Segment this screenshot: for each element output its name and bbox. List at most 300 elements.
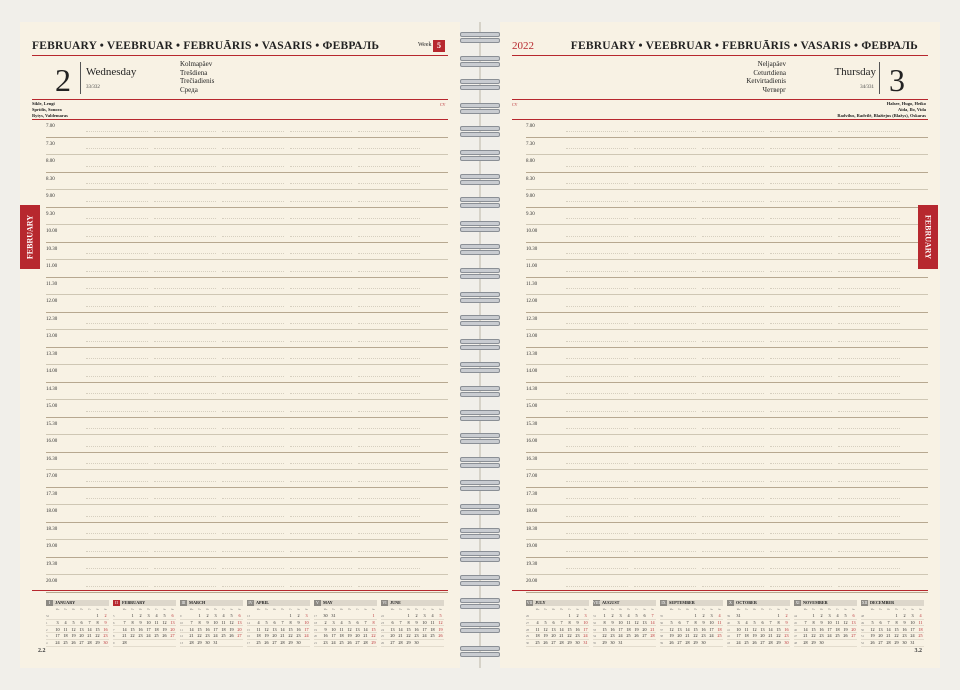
mini-day[interactable]: 22 xyxy=(811,633,816,639)
mini-day[interactable]: 25 xyxy=(256,640,261,646)
mini-day[interactable]: 21 xyxy=(559,633,564,639)
mini-day[interactable]: 20 xyxy=(272,633,277,639)
mini-day[interactable]: 11 xyxy=(535,626,540,632)
mini-day[interactable]: 2 xyxy=(903,613,906,618)
time-slot[interactable] xyxy=(526,400,928,418)
mini-day[interactable]: 1 xyxy=(96,613,99,618)
mini-day[interactable]: 5 xyxy=(265,619,268,625)
mini-day[interactable]: 30 xyxy=(205,640,210,646)
time-slot[interactable] xyxy=(46,278,448,296)
mini-day[interactable]: 11 xyxy=(430,619,435,625)
mini-day[interactable]: 9 xyxy=(139,619,142,625)
mini-day[interactable]: 23 xyxy=(610,633,615,639)
mini-day[interactable]: 3 xyxy=(710,613,713,618)
mini-day[interactable]: 10 xyxy=(146,619,151,625)
time-slot[interactable] xyxy=(46,505,448,523)
time-slot[interactable] xyxy=(46,435,448,453)
mini-day[interactable]: 13 xyxy=(170,619,175,625)
mini-day[interactable]: 1 xyxy=(694,613,697,618)
time-slot[interactable] xyxy=(46,470,448,488)
mini-day[interactable]: 12 xyxy=(438,619,443,625)
mini-day[interactable]: 14 xyxy=(189,626,194,632)
mini-day[interactable]: 22 xyxy=(894,633,899,639)
mini-day[interactable]: 30 xyxy=(784,640,789,646)
mini-day[interactable]: 5 xyxy=(230,613,233,618)
mini-day[interactable]: 16 xyxy=(819,626,824,632)
mini-day[interactable]: 25 xyxy=(430,633,435,639)
mini-day[interactable]: 25 xyxy=(63,640,68,646)
mini-day[interactable]: 22 xyxy=(130,633,135,639)
mini-day[interactable]: 2 xyxy=(324,619,327,625)
mini-day[interactable]: 31 xyxy=(213,640,218,646)
mini-day[interactable]: 21 xyxy=(886,633,891,639)
mini-day[interactable]: 7 xyxy=(364,619,367,625)
time-slot[interactable] xyxy=(526,505,928,523)
mini-day[interactable]: 24 xyxy=(213,633,218,639)
mini-day[interactable]: 13 xyxy=(878,626,883,632)
mini-day[interactable]: 26 xyxy=(347,640,352,646)
time-slot[interactable] xyxy=(46,418,448,436)
mini-day[interactable]: 14 xyxy=(685,626,690,632)
time-slot[interactable] xyxy=(526,295,928,313)
mini-day[interactable]: 16 xyxy=(414,626,419,632)
mini-day[interactable]: 4 xyxy=(919,613,922,618)
mini-day[interactable]: 8 xyxy=(407,619,410,625)
mini-day[interactable]: 16 xyxy=(610,626,615,632)
mini-day[interactable]: 8 xyxy=(131,619,134,625)
mini-day[interactable]: 17 xyxy=(583,626,588,632)
mini-day[interactable]: 24 xyxy=(583,633,588,639)
mini-day[interactable]: 6 xyxy=(879,619,882,625)
mini-day[interactable]: 18 xyxy=(717,626,722,632)
mini-day[interactable]: 2 xyxy=(702,613,705,618)
mini-day[interactable]: 13 xyxy=(390,626,395,632)
mini-day[interactable]: 16 xyxy=(103,626,108,632)
time-slot[interactable] xyxy=(46,120,448,138)
mini-day[interactable]: 9 xyxy=(206,619,209,625)
mini-day[interactable]: 18 xyxy=(63,633,68,639)
mini-day[interactable]: 7 xyxy=(123,619,126,625)
mini-day[interactable]: 25 xyxy=(835,633,840,639)
mini-day[interactable]: 26 xyxy=(229,633,234,639)
mini-day[interactable]: 13 xyxy=(79,626,84,632)
mini-day[interactable]: 20 xyxy=(642,626,647,632)
time-slot[interactable] xyxy=(46,190,448,208)
mini-day[interactable]: 23 xyxy=(205,633,210,639)
mini-day[interactable]: 8 xyxy=(895,619,898,625)
time-slot[interactable] xyxy=(526,365,928,383)
mini-day[interactable]: 3 xyxy=(56,619,59,625)
time-slot[interactable] xyxy=(46,295,448,313)
mini-day[interactable]: 13 xyxy=(272,626,277,632)
time-slot[interactable] xyxy=(46,348,448,366)
mini-day[interactable]: 26 xyxy=(669,640,674,646)
mini-day[interactable]: 17 xyxy=(213,626,218,632)
mini-day[interactable]: 7 xyxy=(281,619,284,625)
mini-day[interactable]: 18 xyxy=(256,633,261,639)
mini-day[interactable]: 6 xyxy=(761,619,764,625)
mini-day[interactable]: 15 xyxy=(894,626,899,632)
time-slot[interactable] xyxy=(46,225,448,243)
time-slot[interactable] xyxy=(526,120,928,138)
mini-day[interactable]: 14 xyxy=(803,626,808,632)
mini-day[interactable]: 26 xyxy=(752,640,757,646)
mini-day[interactable]: 5 xyxy=(544,619,547,625)
mini-day[interactable]: 30 xyxy=(323,613,328,618)
mini-day[interactable]: 7 xyxy=(887,619,890,625)
mini-day[interactable]: 9 xyxy=(297,619,300,625)
mini-day[interactable]: 19 xyxy=(347,633,352,639)
mini-day[interactable]: 17 xyxy=(146,626,151,632)
mini-day[interactable]: 24 xyxy=(304,633,309,639)
mini-day[interactable]: 28 xyxy=(122,640,127,646)
mini-day[interactable]: 17 xyxy=(910,626,915,632)
time-slot[interactable] xyxy=(526,138,928,156)
mini-day[interactable]: 14 xyxy=(886,626,891,632)
mini-day[interactable]: 11 xyxy=(339,626,344,632)
mini-day[interactable]: 20 xyxy=(878,633,883,639)
mini-day[interactable]: 26 xyxy=(438,633,443,639)
mini-day[interactable]: 5 xyxy=(72,619,75,625)
mini-day[interactable]: 22 xyxy=(567,633,572,639)
mini-day[interactable]: 10 xyxy=(422,619,427,625)
mini-day[interactable]: 20 xyxy=(851,626,856,632)
mini-day[interactable]: 1 xyxy=(372,613,375,618)
mini-day[interactable]: 7 xyxy=(88,619,91,625)
mini-day[interactable]: 14 xyxy=(122,626,127,632)
mini-day[interactable]: 7 xyxy=(686,619,689,625)
time-slot[interactable] xyxy=(526,418,928,436)
mini-day[interactable]: 27 xyxy=(170,633,175,639)
mini-day[interactable]: 15 xyxy=(130,626,135,632)
mini-day[interactable]: 3 xyxy=(332,619,335,625)
mini-day[interactable]: 10 xyxy=(709,619,714,625)
mini-day[interactable]: 14 xyxy=(398,626,403,632)
mini-day[interactable]: 21 xyxy=(803,633,808,639)
mini-day[interactable]: 28 xyxy=(768,640,773,646)
mini-day[interactable]: 29 xyxy=(693,640,698,646)
mini-day[interactable]: 20 xyxy=(390,633,395,639)
mini-day[interactable]: 15 xyxy=(602,626,607,632)
time-slot[interactable] xyxy=(46,488,448,506)
mini-day[interactable]: 12 xyxy=(71,626,76,632)
mini-day[interactable]: 23 xyxy=(323,640,328,646)
time-slot[interactable] xyxy=(46,138,448,156)
mini-day[interactable]: 9 xyxy=(785,619,788,625)
mini-day[interactable]: 1 xyxy=(603,613,606,618)
mini-day[interactable]: 2 xyxy=(139,613,142,618)
mini-day[interactable]: 31 xyxy=(331,613,336,618)
mini-day[interactable]: 9 xyxy=(576,619,579,625)
mini-day[interactable]: 28 xyxy=(803,640,808,646)
mini-day[interactable]: 5 xyxy=(163,613,166,618)
mini-day[interactable]: 8 xyxy=(372,619,375,625)
mini-day[interactable]: 26 xyxy=(543,640,548,646)
mini-day[interactable]: 25 xyxy=(154,633,159,639)
mini-day[interactable]: 4 xyxy=(340,619,343,625)
mini-day[interactable]: 4 xyxy=(836,613,839,618)
mini-day[interactable]: 28 xyxy=(189,640,194,646)
mini-day[interactable]: 23 xyxy=(902,633,907,639)
mini-day[interactable]: 21 xyxy=(280,633,285,639)
mini-day[interactable]: 20 xyxy=(551,633,556,639)
mini-day[interactable]: 6 xyxy=(852,613,855,618)
time-slot[interactable] xyxy=(526,330,928,348)
mini-day[interactable]: 24 xyxy=(827,633,832,639)
mini-day[interactable]: 22 xyxy=(776,633,781,639)
mini-day[interactable]: 26 xyxy=(634,633,639,639)
mini-day[interactable]: 7 xyxy=(769,619,772,625)
mini-day[interactable]: 25 xyxy=(918,633,923,639)
mini-day[interactable]: 9 xyxy=(104,619,107,625)
time-slot[interactable] xyxy=(46,155,448,173)
mini-day[interactable]: 20 xyxy=(355,633,360,639)
mini-day[interactable]: 17 xyxy=(55,633,60,639)
mini-day[interactable]: 11 xyxy=(256,626,261,632)
mini-day[interactable]: 11 xyxy=(835,619,840,625)
mini-day[interactable]: 10 xyxy=(304,619,309,625)
mini-day[interactable]: 11 xyxy=(717,619,722,625)
mini-day[interactable]: 10 xyxy=(55,626,60,632)
mini-day[interactable]: 19 xyxy=(229,626,234,632)
mini-day[interactable]: 23 xyxy=(296,633,301,639)
time-slot[interactable] xyxy=(526,383,928,401)
mini-day[interactable]: 20 xyxy=(760,633,765,639)
mini-day[interactable]: 30 xyxy=(575,640,580,646)
mini-day[interactable]: 17 xyxy=(827,626,832,632)
mini-day[interactable]: 22 xyxy=(95,633,100,639)
mini-day[interactable]: 26 xyxy=(870,640,875,646)
mini-day[interactable]: 21 xyxy=(122,633,127,639)
mini-day[interactable]: 15 xyxy=(406,626,411,632)
mini-day[interactable]: 29 xyxy=(602,640,607,646)
mini-day[interactable]: 19 xyxy=(843,626,848,632)
month-tab-february[interactable]: FEBRUARY xyxy=(918,205,938,269)
mini-day[interactable]: 3 xyxy=(619,613,622,618)
mini-day[interactable]: 15 xyxy=(197,626,202,632)
mini-day[interactable]: 14 xyxy=(650,619,655,625)
mini-day[interactable]: 5 xyxy=(871,619,874,625)
mini-day[interactable]: 22 xyxy=(288,633,293,639)
mini-day[interactable]: 16 xyxy=(701,626,706,632)
mini-day[interactable]: 31 xyxy=(910,640,915,646)
mini-day[interactable]: 1 xyxy=(407,613,410,618)
mini-day[interactable]: 11 xyxy=(626,619,631,625)
month-tab-february[interactable]: FEBRUARY xyxy=(20,205,40,269)
mini-day[interactable]: 21 xyxy=(189,633,194,639)
mini-day[interactable]: 19 xyxy=(752,633,757,639)
mini-day[interactable]: 26 xyxy=(264,640,269,646)
mini-day[interactable]: 9 xyxy=(820,619,823,625)
mini-day[interactable]: 17 xyxy=(331,633,336,639)
mini-day[interactable]: 27 xyxy=(878,640,883,646)
mini-day[interactable]: 18 xyxy=(918,626,923,632)
mini-day[interactable]: 7 xyxy=(804,619,807,625)
mini-day[interactable]: 30 xyxy=(819,640,824,646)
mini-day[interactable]: 29 xyxy=(288,640,293,646)
mini-day[interactable]: 15 xyxy=(371,626,376,632)
mini-day[interactable]: 17 xyxy=(709,626,714,632)
mini-day[interactable]: 20 xyxy=(170,626,175,632)
mini-day[interactable]: 19 xyxy=(634,626,639,632)
mini-day[interactable]: 8 xyxy=(694,619,697,625)
mini-day[interactable]: 23 xyxy=(575,633,580,639)
mini-day[interactable]: 1 xyxy=(198,613,201,618)
time-slot[interactable] xyxy=(46,383,448,401)
mini-day[interactable]: 13 xyxy=(355,626,360,632)
mini-day[interactable]: 30 xyxy=(902,640,907,646)
mini-day[interactable]: 13 xyxy=(760,626,765,632)
mini-day[interactable]: 17 xyxy=(304,626,309,632)
mini-day[interactable]: 25 xyxy=(744,640,749,646)
mini-day[interactable]: 28 xyxy=(87,640,92,646)
mini-day[interactable]: 24 xyxy=(331,640,336,646)
mini-day[interactable]: 20 xyxy=(677,633,682,639)
mini-day[interactable]: 4 xyxy=(155,613,158,618)
mini-day[interactable]: 2 xyxy=(820,613,823,618)
mini-day[interactable]: 29 xyxy=(894,640,899,646)
mini-day[interactable]: 1 xyxy=(568,613,571,618)
mini-day[interactable]: 8 xyxy=(603,619,606,625)
mini-day[interactable]: 1 xyxy=(289,613,292,618)
mini-day[interactable]: 10 xyxy=(736,626,741,632)
mini-day[interactable]: 3 xyxy=(737,619,740,625)
mini-day[interactable]: 15 xyxy=(776,626,781,632)
mini-day[interactable]: 19 xyxy=(669,633,674,639)
mini-day[interactable]: 14 xyxy=(280,626,285,632)
mini-day[interactable]: 13 xyxy=(677,626,682,632)
mini-day[interactable]: 12 xyxy=(264,626,269,632)
mini-day[interactable]: 5 xyxy=(348,619,351,625)
mini-day[interactable]: 4 xyxy=(257,619,260,625)
mini-day[interactable]: 10 xyxy=(827,619,832,625)
mini-day[interactable]: 6 xyxy=(171,613,174,618)
mini-day[interactable]: 22 xyxy=(371,633,376,639)
mini-day[interactable]: 6 xyxy=(643,613,646,618)
mini-day[interactable]: 23 xyxy=(819,633,824,639)
time-slot[interactable] xyxy=(526,453,928,471)
mini-day[interactable]: 29 xyxy=(95,640,100,646)
mini-day[interactable]: 7 xyxy=(399,619,402,625)
mini-day[interactable]: 12 xyxy=(162,619,167,625)
mini-day[interactable]: 15 xyxy=(693,626,698,632)
mini-day[interactable]: 10 xyxy=(583,619,588,625)
mini-day[interactable]: 12 xyxy=(870,626,875,632)
mini-day[interactable]: 2 xyxy=(415,613,418,618)
time-slot[interactable] xyxy=(46,558,448,576)
mini-day[interactable]: 8 xyxy=(777,619,780,625)
mini-day[interactable]: 24 xyxy=(709,633,714,639)
mini-day[interactable]: 24 xyxy=(736,640,741,646)
mini-day[interactable]: 12 xyxy=(669,626,674,632)
mini-day[interactable]: 15 xyxy=(811,626,816,632)
mini-day[interactable]: 14 xyxy=(363,626,368,632)
mini-day[interactable]: 19 xyxy=(264,633,269,639)
mini-day[interactable]: 10 xyxy=(213,619,218,625)
mini-day[interactable]: 4 xyxy=(536,619,539,625)
mini-day[interactable]: 20 xyxy=(237,626,242,632)
mini-day[interactable]: 5 xyxy=(753,619,756,625)
mini-day[interactable]: 22 xyxy=(602,633,607,639)
mini-day[interactable]: 7 xyxy=(560,619,563,625)
mini-day[interactable]: 22 xyxy=(406,633,411,639)
time-slot[interactable] xyxy=(526,243,928,261)
mini-day[interactable]: 4 xyxy=(627,613,630,618)
mini-day[interactable]: 30 xyxy=(610,640,615,646)
mini-day[interactable]: 21 xyxy=(363,633,368,639)
mini-day[interactable]: 14 xyxy=(768,626,773,632)
mini-day[interactable]: 21 xyxy=(87,633,92,639)
mini-day[interactable]: 21 xyxy=(768,633,773,639)
mini-day[interactable]: 28 xyxy=(363,640,368,646)
mini-day[interactable]: 18 xyxy=(835,626,840,632)
mini-day[interactable]: 11 xyxy=(154,619,159,625)
time-slot[interactable] xyxy=(526,488,928,506)
mini-day[interactable]: 19 xyxy=(162,626,167,632)
mini-day[interactable]: 1 xyxy=(131,613,134,618)
mini-day[interactable]: 2 xyxy=(576,613,579,618)
mini-day[interactable]: 26 xyxy=(71,640,76,646)
mini-day[interactable]: 9 xyxy=(611,619,614,625)
mini-day[interactable]: 27 xyxy=(272,640,277,646)
mini-day[interactable]: 19 xyxy=(543,633,548,639)
mini-day[interactable]: 12 xyxy=(543,626,548,632)
time-slot[interactable] xyxy=(46,365,448,383)
mini-day[interactable]: 18 xyxy=(430,626,435,632)
mini-day[interactable]: 17 xyxy=(618,626,623,632)
mini-day[interactable]: 28 xyxy=(650,633,655,639)
time-slot[interactable] xyxy=(526,208,928,226)
time-slot[interactable] xyxy=(46,330,448,348)
time-slot[interactable] xyxy=(526,278,928,296)
mini-day[interactable]: 27 xyxy=(355,640,360,646)
mini-day[interactable]: 12 xyxy=(843,619,848,625)
mini-day[interactable]: 29 xyxy=(371,640,376,646)
mini-day[interactable]: 5 xyxy=(635,613,638,618)
mini-day[interactable]: 9 xyxy=(702,619,705,625)
mini-day[interactable]: 2 xyxy=(611,613,614,618)
mini-day[interactable]: 13 xyxy=(551,626,556,632)
mini-day[interactable]: 29 xyxy=(811,640,816,646)
time-slot[interactable] xyxy=(526,173,928,191)
mini-day[interactable]: 14 xyxy=(559,626,564,632)
mini-day[interactable]: 30 xyxy=(296,640,301,646)
mini-day[interactable]: 31 xyxy=(736,613,741,618)
mini-day[interactable]: 25 xyxy=(535,640,540,646)
mini-day[interactable]: 24 xyxy=(618,633,623,639)
mini-day[interactable]: 23 xyxy=(701,633,706,639)
mini-day[interactable]: 20 xyxy=(79,633,84,639)
mini-day[interactable]: 18 xyxy=(626,626,631,632)
mini-day[interactable]: 4 xyxy=(718,613,721,618)
mini-day[interactable]: 7 xyxy=(190,619,193,625)
mini-day[interactable]: 1 xyxy=(812,613,815,618)
mini-day[interactable]: 14 xyxy=(87,626,92,632)
mini-day[interactable]: 27 xyxy=(677,640,682,646)
mini-day[interactable]: 28 xyxy=(886,640,891,646)
mini-day[interactable]: 28 xyxy=(398,640,403,646)
mini-day[interactable]: 9 xyxy=(903,619,906,625)
mini-day[interactable]: 6 xyxy=(391,619,394,625)
mini-day[interactable]: 8 xyxy=(568,619,571,625)
mini-day[interactable]: 28 xyxy=(280,640,285,646)
mini-day[interactable]: 22 xyxy=(197,633,202,639)
time-slot[interactable] xyxy=(46,260,448,278)
mini-day[interactable]: 27 xyxy=(551,640,556,646)
mini-day[interactable]: 16 xyxy=(296,626,301,632)
time-slot[interactable] xyxy=(526,540,928,558)
mini-day[interactable]: 16 xyxy=(784,626,789,632)
